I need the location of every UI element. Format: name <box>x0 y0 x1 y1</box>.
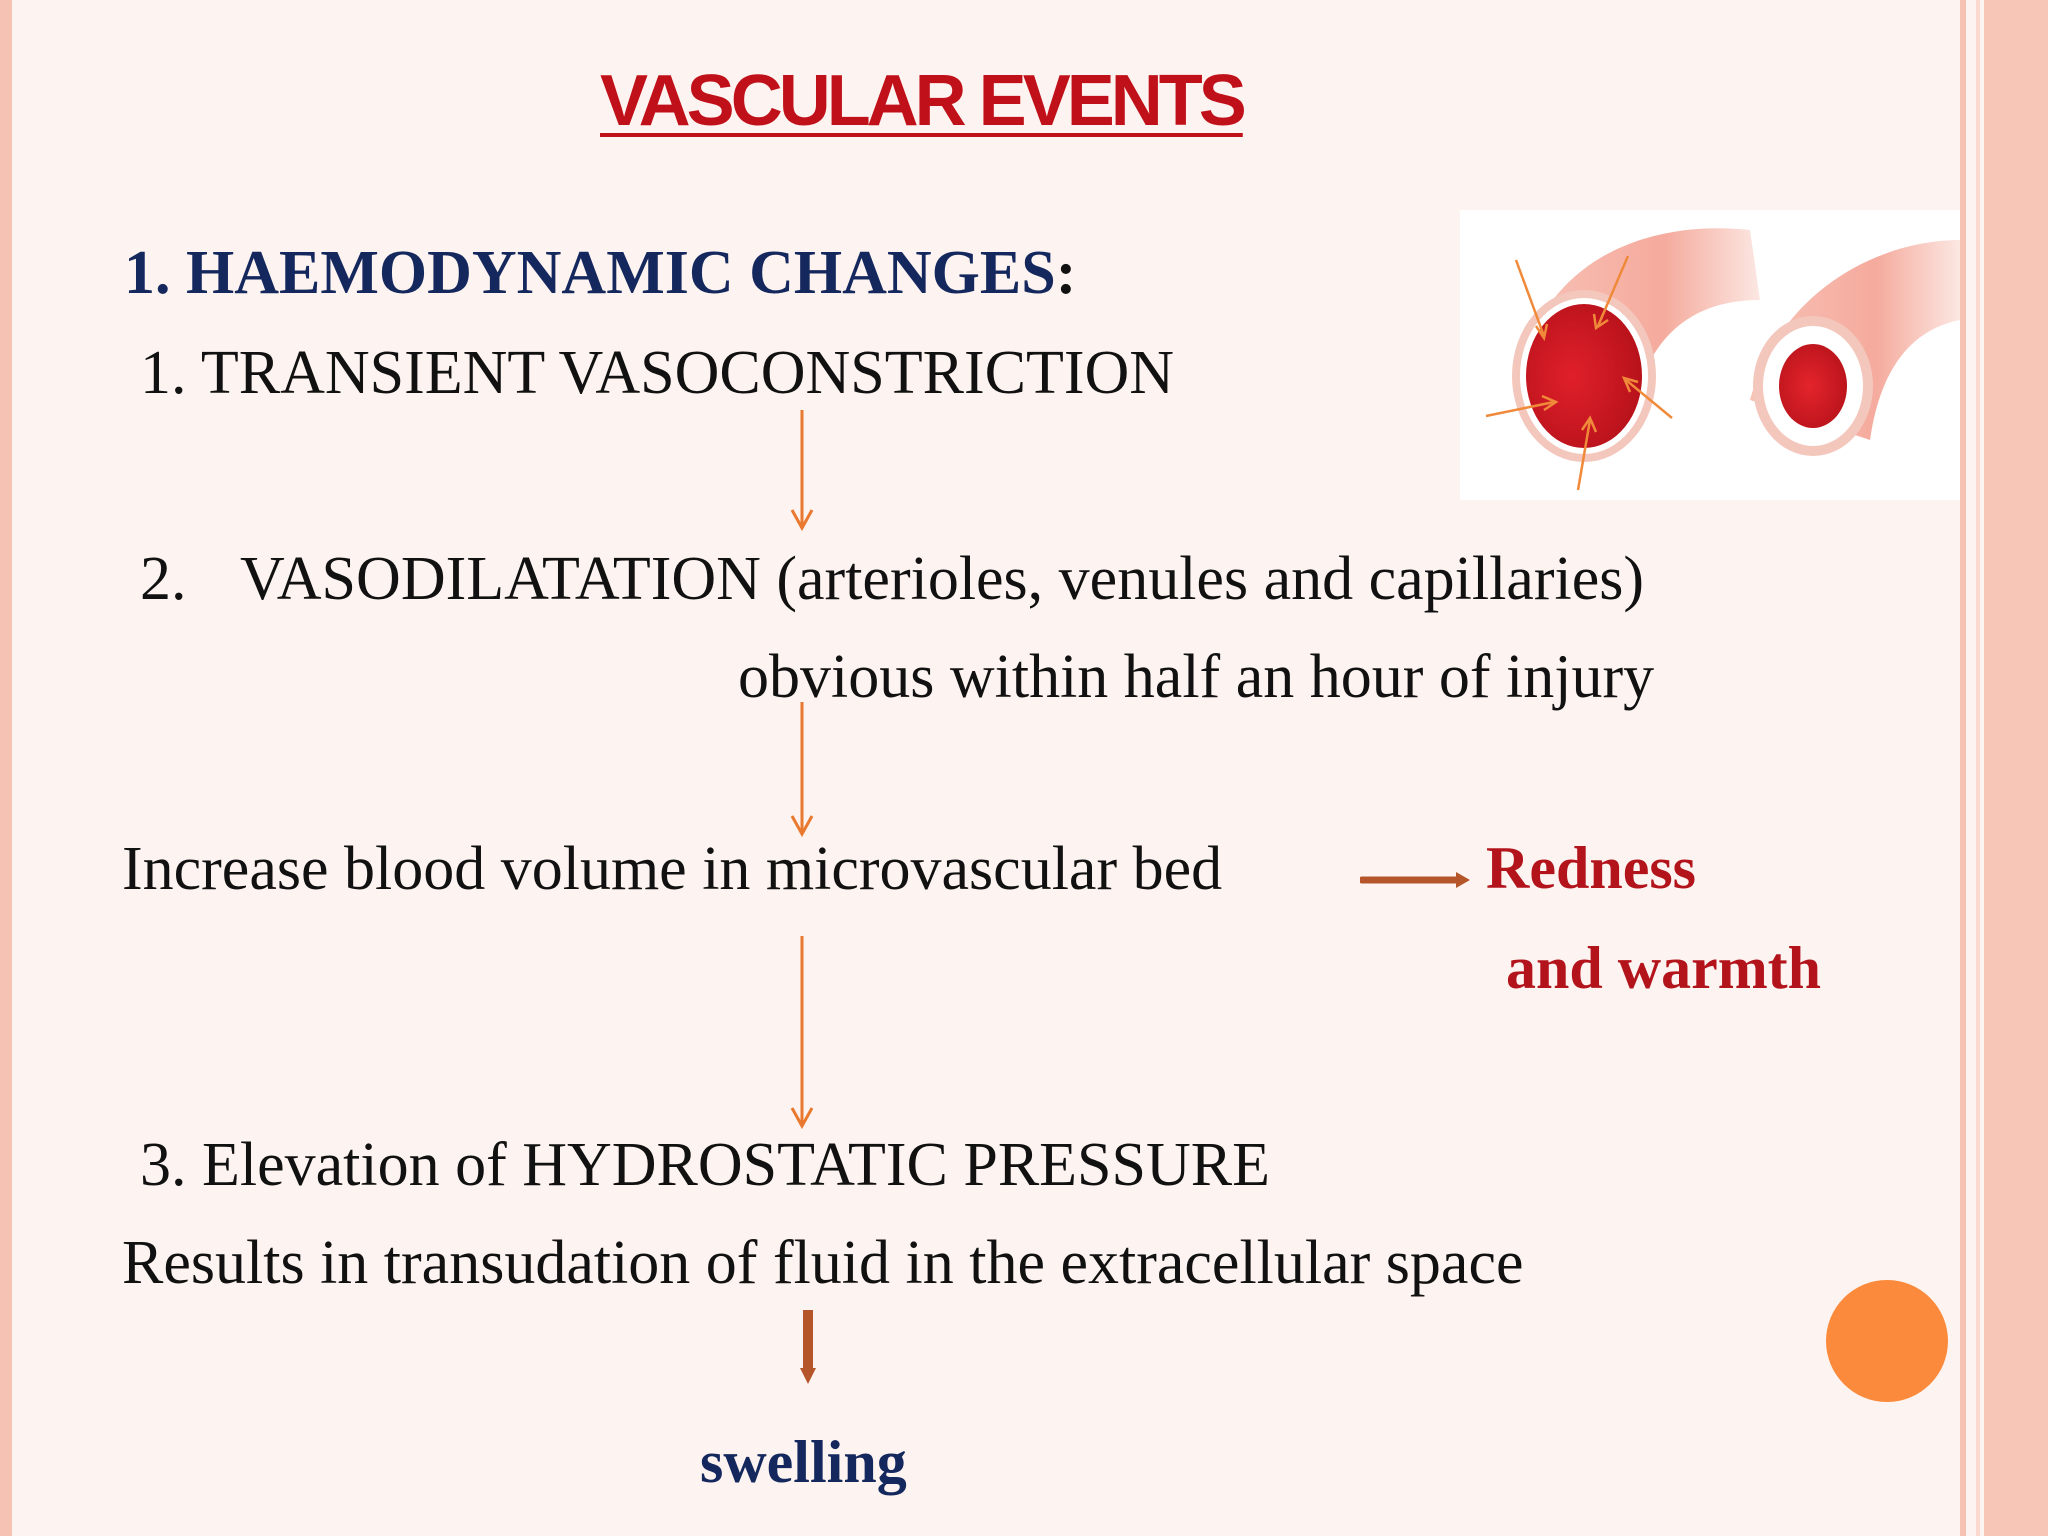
step-2-text: VASODILATATION (arterioles, venules and capillaries) <box>240 545 1644 613</box>
swelling-label: swelling <box>700 1429 907 1495</box>
right-border-line-decoration <box>1976 0 1980 1536</box>
right-border-inner-decoration <box>1960 0 1966 1536</box>
step-2-number: 2. <box>140 545 187 613</box>
orange-circle-decoration <box>1826 1280 1948 1402</box>
section-heading-label: 1. HAEMODYNAMIC CHANGES <box>124 239 1056 307</box>
transudation-text: Results in transudation of fluid in the extracellular space <box>122 1229 1524 1297</box>
step-2-detail: obvious within half an hour of injury <box>738 643 1655 711</box>
right-arrow-icon <box>1360 866 1472 894</box>
redness-label: Redness <box>1486 835 1697 901</box>
section-heading <box>124 238 1076 309</box>
down-arrow-icon <box>782 702 822 836</box>
right-border-outer-decoration <box>1984 0 2048 1536</box>
step-1-text: 1. TRANSIENT VASOCONSTRICTION <box>140 339 1175 407</box>
warmth-label: and warmth <box>1506 935 1822 1001</box>
section-heading-colon: : <box>1055 239 1077 307</box>
blood-vessel-constriction-illustration <box>1460 210 1960 500</box>
step-3-text: 3. Elevation of HYDROSTATIC PRESSURE <box>140 1131 1271 1199</box>
down-arrow-icon <box>796 1310 820 1384</box>
left-border-decoration <box>0 0 12 1536</box>
down-arrow-icon <box>782 410 822 530</box>
slide-title: VASCULAR EVENTS <box>600 61 1243 141</box>
down-arrow-icon <box>782 936 822 1128</box>
increase-blood-volume-text: Increase blood volume in microvascular bed <box>122 835 1223 903</box>
